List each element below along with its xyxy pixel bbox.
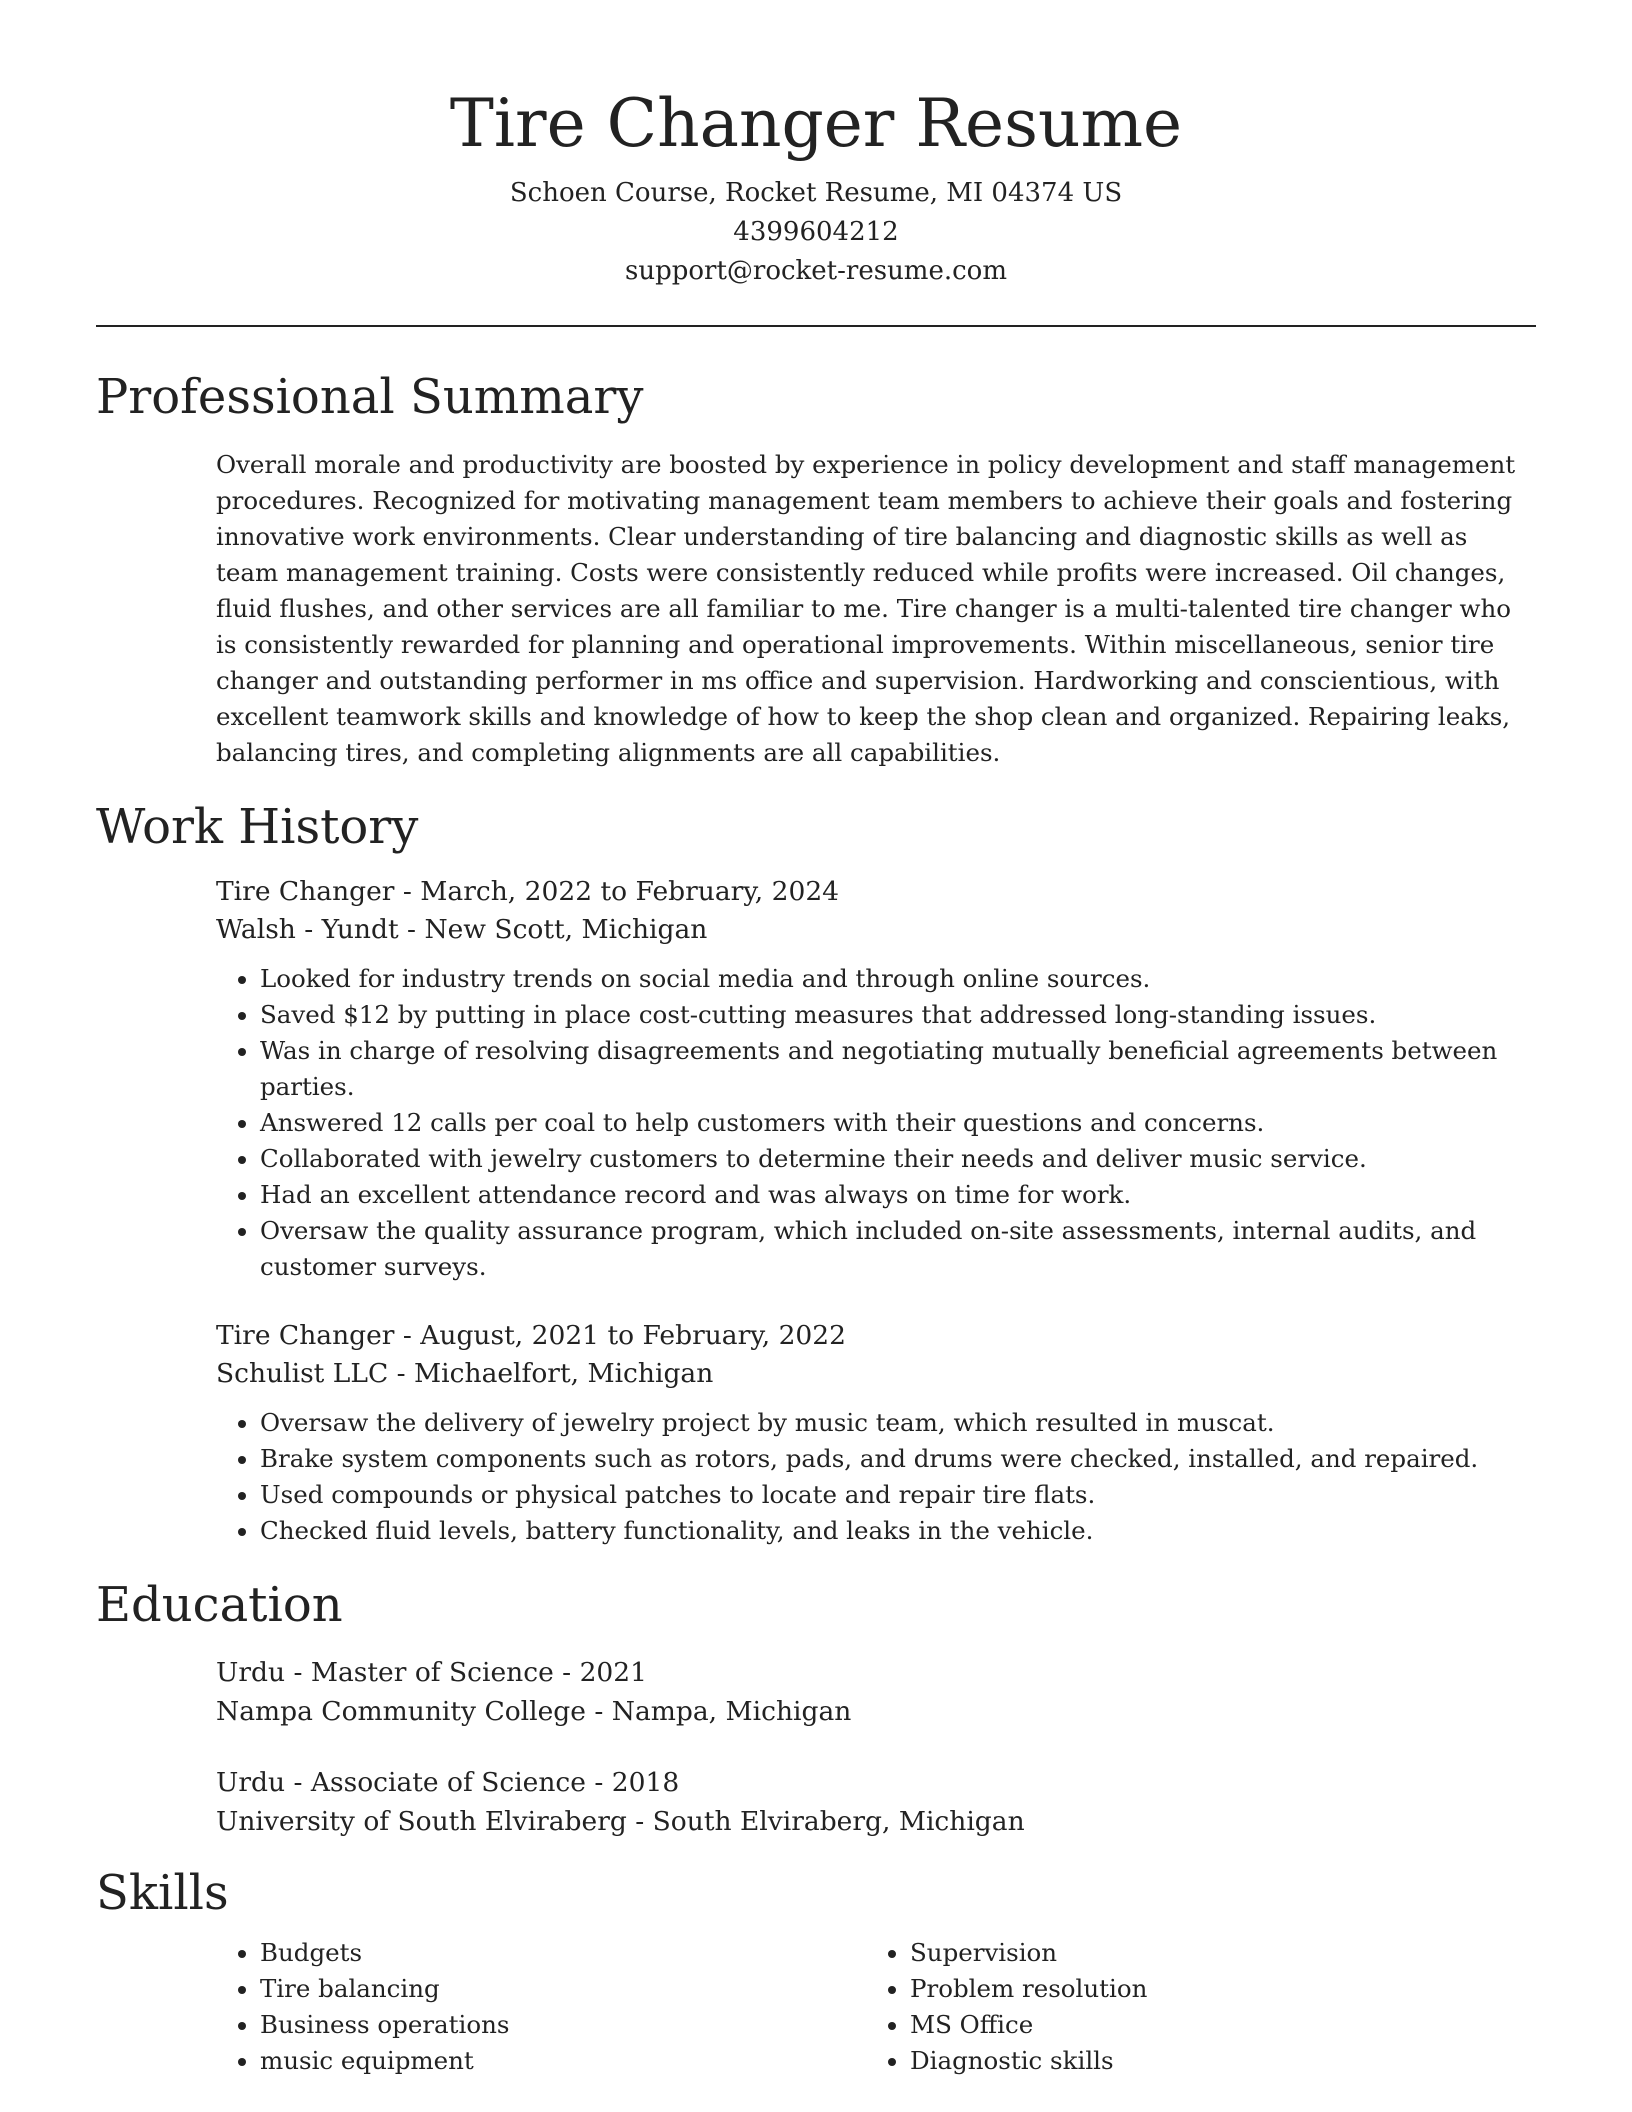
list-item: • Saved $12 by putting in place cost-cutting measures that addressed long-standing issues.: [260, 997, 1536, 1033]
education-year: 2018: [611, 1767, 680, 1798]
separator: -: [398, 914, 425, 945]
education-entry: [216, 1763, 1536, 1841]
job-location: Michaelfort, Michigan: [414, 1358, 714, 1389]
job-title: Tire Changer: [216, 1320, 395, 1351]
job-company: Schulist LLC: [216, 1358, 389, 1389]
contact-email: support@rocket-resume.com: [624, 256, 1007, 286]
skills-columns: [216, 1935, 1536, 2079]
list-item: • Had an excellent attendance record and was always on time for work.: [260, 1177, 1536, 1213]
skill-item: • MS Office: [910, 2007, 1516, 2043]
education-school-line: [216, 1802, 1536, 1841]
job-title-line: [216, 1317, 1536, 1355]
list-item: • Used compounds or physical patches to locate and repair tire flats.: [260, 1477, 1536, 1513]
list-item: • Was in charge of resolving disagreements and negotiating mutually beneficial agreements between parties.: [260, 1033, 1536, 1105]
education-field: Urdu: [216, 1657, 286, 1688]
separator: -: [394, 1320, 421, 1351]
professional-summary-section: [96, 367, 1536, 771]
skills-section: [96, 1863, 1536, 2079]
education-entry: [216, 1653, 1536, 1731]
education-section: [96, 1575, 1536, 1841]
resume-title: Tire Changer Resume: [449, 85, 1183, 162]
job-location: New Scott, Michigan: [424, 914, 708, 945]
section-heading-education: Education: [96, 1577, 343, 1633]
section-heading-skills: Skills: [96, 1865, 229, 1921]
list-item: • Oversaw the quality assurance program, which included on-site assessments, internal audits, and customer surveys.: [260, 1213, 1536, 1285]
education-location: Nampa, Michigan: [611, 1696, 852, 1727]
skill-item: • Budgets: [260, 1935, 866, 1971]
job-bullets: [216, 961, 1536, 1285]
resume-page: [96, 0, 1536, 2079]
separator: -: [285, 1657, 311, 1688]
contact-block: [96, 174, 1536, 291]
separator: -: [626, 1806, 653, 1837]
separator: -: [394, 876, 421, 907]
list-item: • Collaborated with jewelry customers to determine their needs and deliver music service.: [260, 1141, 1536, 1177]
list-item: • Answered 12 calls per coal to help customers with their questions and concerns.: [260, 1105, 1536, 1141]
list-item: • Checked fluid levels, battery functionality, and leaks in the vehicle.: [260, 1513, 1536, 1549]
education-school: Nampa Community College: [216, 1696, 586, 1727]
list-item: • Oversaw the delivery of jewelry project by music team, which resulted in muscat.: [260, 1405, 1536, 1441]
work-history-section: [96, 797, 1536, 1549]
skill-item: • music equipment: [260, 2043, 866, 2079]
separator: -: [585, 1696, 612, 1727]
skill-item: • Tire balancing: [260, 1971, 866, 2007]
education-year: 2021: [579, 1657, 648, 1688]
separator: -: [285, 1767, 311, 1798]
education-degree: Associate of Science: [310, 1767, 586, 1798]
job-dates: August, 2021 to February, 2022: [420, 1320, 847, 1351]
separator: -: [553, 1657, 580, 1688]
skills-list-left: [216, 1935, 866, 2079]
skill-item: • Diagnostic skills: [910, 2043, 1516, 2079]
job-title-line: [216, 873, 1536, 911]
job-entry: [216, 1317, 1536, 1549]
job-company-line: [216, 911, 1536, 949]
skills-list-right: [866, 1935, 1516, 2079]
section-heading-work: Work History: [96, 799, 419, 855]
education-field: Urdu: [216, 1767, 286, 1798]
education-degree: Master of Science: [310, 1657, 554, 1688]
job-company: Walsh - Yundt: [216, 914, 399, 945]
contact-address: Schoen Course, Rocket Resume, MI 04374 US: [509, 178, 1123, 208]
job-title: Tire Changer: [216, 876, 395, 907]
job-company-line: [216, 1355, 1536, 1393]
job-bullets: [216, 1405, 1536, 1549]
resume-header: [96, 0, 1536, 291]
separator: -: [585, 1767, 612, 1798]
education-school-line: [216, 1692, 1536, 1731]
education-list: [216, 1653, 1536, 1841]
education-school: University of South Elviraberg: [216, 1806, 627, 1837]
education-degree-line: [216, 1653, 1536, 1692]
summary-text: Overall morale and productivity are boosted by experience in policy development and staff management procedures. Recognized for motivating management team members to achieve their goals and fostering innovative work environments. Clear understanding of tire balancing and diagnostic skills as well as team management training. Costs were consistently reduced while profits were increased. Oil changes, fluid flushes, and other services are all familiar to me. Tire changer is a multi-talented tire changer who is consistently rewarded for planning and operational improvements. Within miscellaneous, senior tire changer and outstanding performer in ms office and supervision. Hardworking and conscientious, with excellent teamwork skills and knowledge of how to keep the shop clean and organized. Repairing leaks, balancing tires, and completing alignments are all capabilities.: [216, 450, 1516, 767]
header-divider: [96, 325, 1536, 327]
skill-item: • Problem resolution: [910, 1971, 1516, 2007]
section-heading-summary: Professional Summary: [96, 369, 644, 425]
separator: -: [388, 1358, 415, 1389]
skill-item: • Business operations: [260, 2007, 866, 2043]
list-item: • Looked for industry trends on social media and through online sources.: [260, 961, 1536, 997]
jobs-list: [216, 873, 1536, 1549]
job-entry: [216, 873, 1536, 1285]
skill-item: • Supervision: [910, 1935, 1516, 1971]
education-degree-line: [216, 1763, 1536, 1802]
contact-phone: 4399604212: [733, 217, 899, 247]
job-dates: March, 2022 to February, 2024: [420, 876, 840, 907]
list-item: • Brake system components such as rotors, pads, and drums were checked, installed, and repaired.: [260, 1441, 1536, 1477]
education-location: South Elviraberg, Michigan: [652, 1806, 1025, 1837]
